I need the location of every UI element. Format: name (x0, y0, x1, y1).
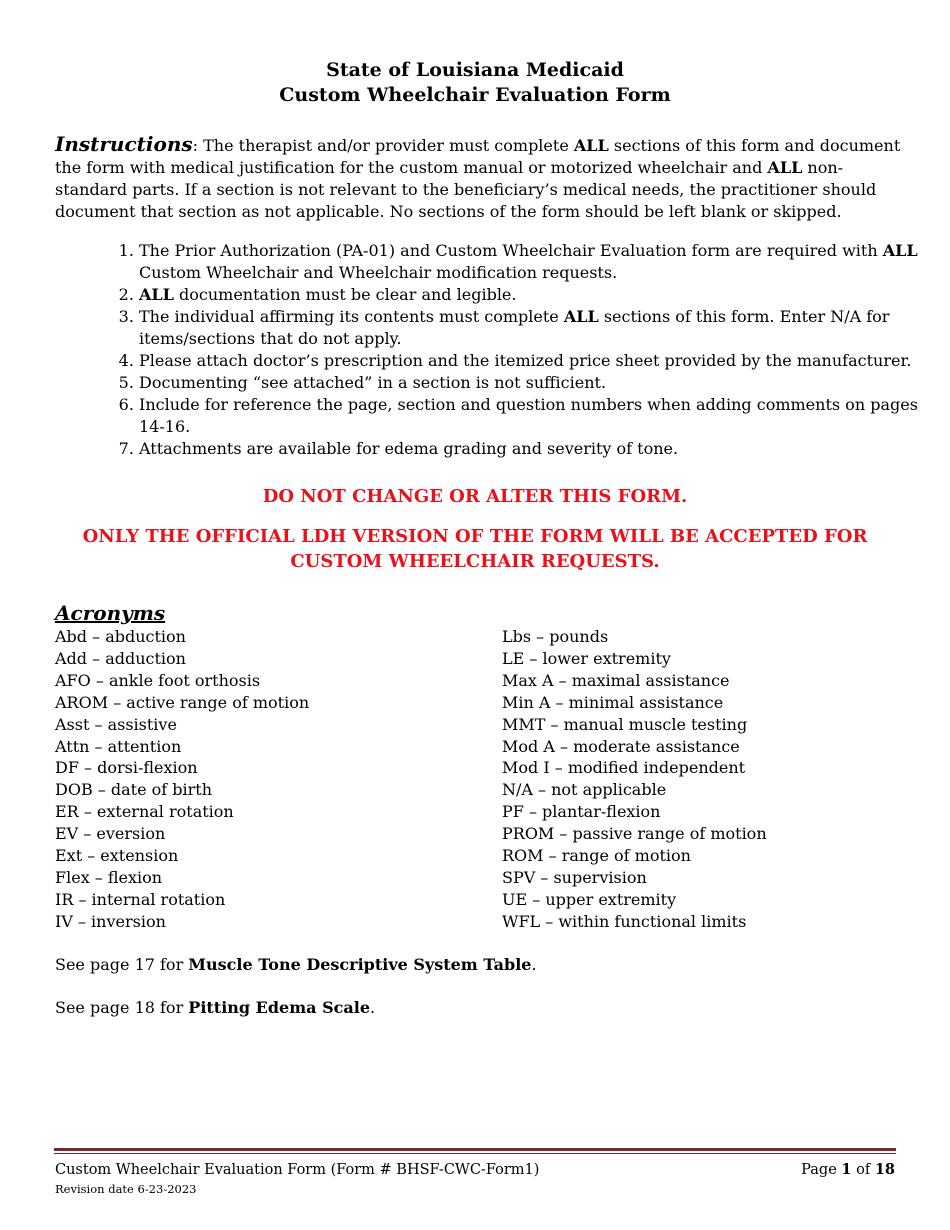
instructions-text-2: sections of this form and document the form with medical justification for the custom manual or motorized wheelchair and (55, 136, 901, 177)
muscle-tone-reference (55, 954, 537, 976)
acronym-entry: UE – upper extremity (502, 889, 677, 909)
acronyms-left-column (55, 626, 309, 933)
page-total: 18 (874, 1161, 895, 1178)
list-item (139, 284, 929, 306)
list-item (139, 240, 929, 284)
footer-rule-thin (54, 1153, 896, 1154)
page-of: of (851, 1162, 875, 1178)
form-title: Custom Wheelchair Evaluation Form (279, 84, 671, 106)
acronym-entry: Attn – attention (55, 736, 182, 756)
acronym-entry: PF – plantar-flexion (502, 802, 661, 822)
acronym-entry: IR – internal rotation (55, 889, 226, 909)
acronym-entry: Abd – abduction (55, 627, 186, 646)
list-item: 7. Attachments are available for edema grading and severity of tone. (139, 438, 929, 460)
instructions-text-3: non-standard parts. If a section is not relevant to the beneficiary’s medical needs, the practitioner should document that section as not applicable. No sections of the form should be left blank or skipped. (55, 158, 877, 221)
page-label: Page (801, 1162, 842, 1178)
list-item (139, 306, 929, 350)
acronym-entry: Lbs – pounds (502, 627, 609, 646)
page-number (801, 1160, 895, 1180)
acronym-entry: IV – inversion (55, 911, 166, 931)
list-item-text: The individual affirming its contents must complete (139, 307, 564, 326)
warning-do-not-alter: DO NOT CHANGE OR ALTER THIS FORM. (262, 486, 688, 507)
acronym-entry: PROM – passive range of motion (502, 824, 767, 844)
instructions-label: Instructions (55, 132, 193, 156)
acronyms-right-column (502, 626, 767, 933)
list-item: 5. Documenting “see attached” in a section is not sufficient. (139, 372, 929, 394)
acronym-entry: ROM – range of motion (502, 846, 691, 866)
edema-scale-reference (55, 997, 375, 1019)
acronym-entry: WFL – within functional limits (502, 911, 747, 931)
acronym-entry: MMT – manual muscle testing (502, 714, 748, 734)
instruction-list (110, 240, 929, 460)
acronym-entry: Ext – extension (55, 846, 179, 866)
list-item-bold: ALL (563, 307, 599, 326)
list-item: 4. Please attach doctor’s prescription and the itemized price sheet provided by the manufacturer. (139, 350, 929, 372)
acronym-entry: Max A – maximal assistance (502, 670, 730, 690)
reference-text: . (531, 955, 537, 974)
form-title-state: State of Louisiana Medicaid (326, 59, 624, 81)
acronym-entry: Mod A – moderate assistance (502, 736, 740, 756)
instructions-paragraph (55, 133, 905, 223)
acronym-entry: DF – dorsi-flexion (55, 758, 198, 778)
acronym-entry: Flex – flexion (55, 867, 163, 887)
acronym-entry: N/A – not applicable (502, 780, 667, 800)
list-item-text: Custom Wheelchair and Wheelchair modification requests. (139, 263, 618, 282)
list-item-bold: ALL (139, 285, 174, 304)
acronym-entry: ER – external rotation (55, 802, 234, 822)
acronym-entry: LE – lower extremity (502, 648, 671, 668)
instructions-text-1: : The therapist and/or provider must complete (192, 136, 574, 155)
footer-form-id: Custom Wheelchair Evaluation Form (Form # BHSF-CWC-Form1) (55, 1162, 540, 1178)
page-current: 1 (841, 1161, 852, 1178)
reference-text: See page 17 for (55, 955, 189, 974)
list-item-bold: ALL (882, 241, 918, 260)
reference-bold: Pitting Edema Scale (188, 998, 371, 1017)
acronyms-heading: Acronyms (55, 601, 166, 625)
acronym-entry: SPV – supervision (502, 867, 647, 887)
instructions-bold-2: ALL (767, 158, 803, 177)
warning-official-version: ONLY THE OFFICIAL LDH VERSION OF THE FORM WILL BE ACCEPTED FOR CUSTOM WHEELCHAIR REQUESTS. (82, 526, 868, 572)
acronym-entry: Add – adduction (55, 648, 186, 668)
list-item: 6. Include for reference the page, section and question numbers when adding comments on pages 14-16. (139, 394, 929, 438)
reference-text: . (370, 998, 376, 1017)
acronym-entry: AROM – active range of motion (55, 692, 310, 712)
acronym-entry: AFO – ankle foot orthosis (55, 670, 261, 690)
acronym-entry: Mod I – modified independent (502, 758, 746, 778)
list-item-text: sections of this form. Enter N/A for items/sections that do not apply. (139, 307, 890, 348)
reference-bold: Muscle Tone Descriptive System Table (188, 955, 532, 974)
list-item-text: The Prior Authorization (PA-01) and Custom Wheelchair Evaluation form are required with (139, 241, 883, 260)
acronym-entry: Min A – minimal assistance (502, 692, 724, 712)
list-item-text: documentation must be clear and legible. (173, 285, 517, 304)
acronym-entry: DOB – date of birth (55, 780, 213, 800)
acronym-entry: Asst – assistive (55, 714, 177, 734)
footer-revision-date: Revision date 6-23-2023 (55, 1182, 197, 1196)
acronym-entry: EV – eversion (55, 824, 166, 844)
instructions-bold-1: ALL (573, 136, 609, 155)
reference-text: See page 18 for (55, 998, 189, 1017)
footer-rule-thick (54, 1148, 896, 1151)
